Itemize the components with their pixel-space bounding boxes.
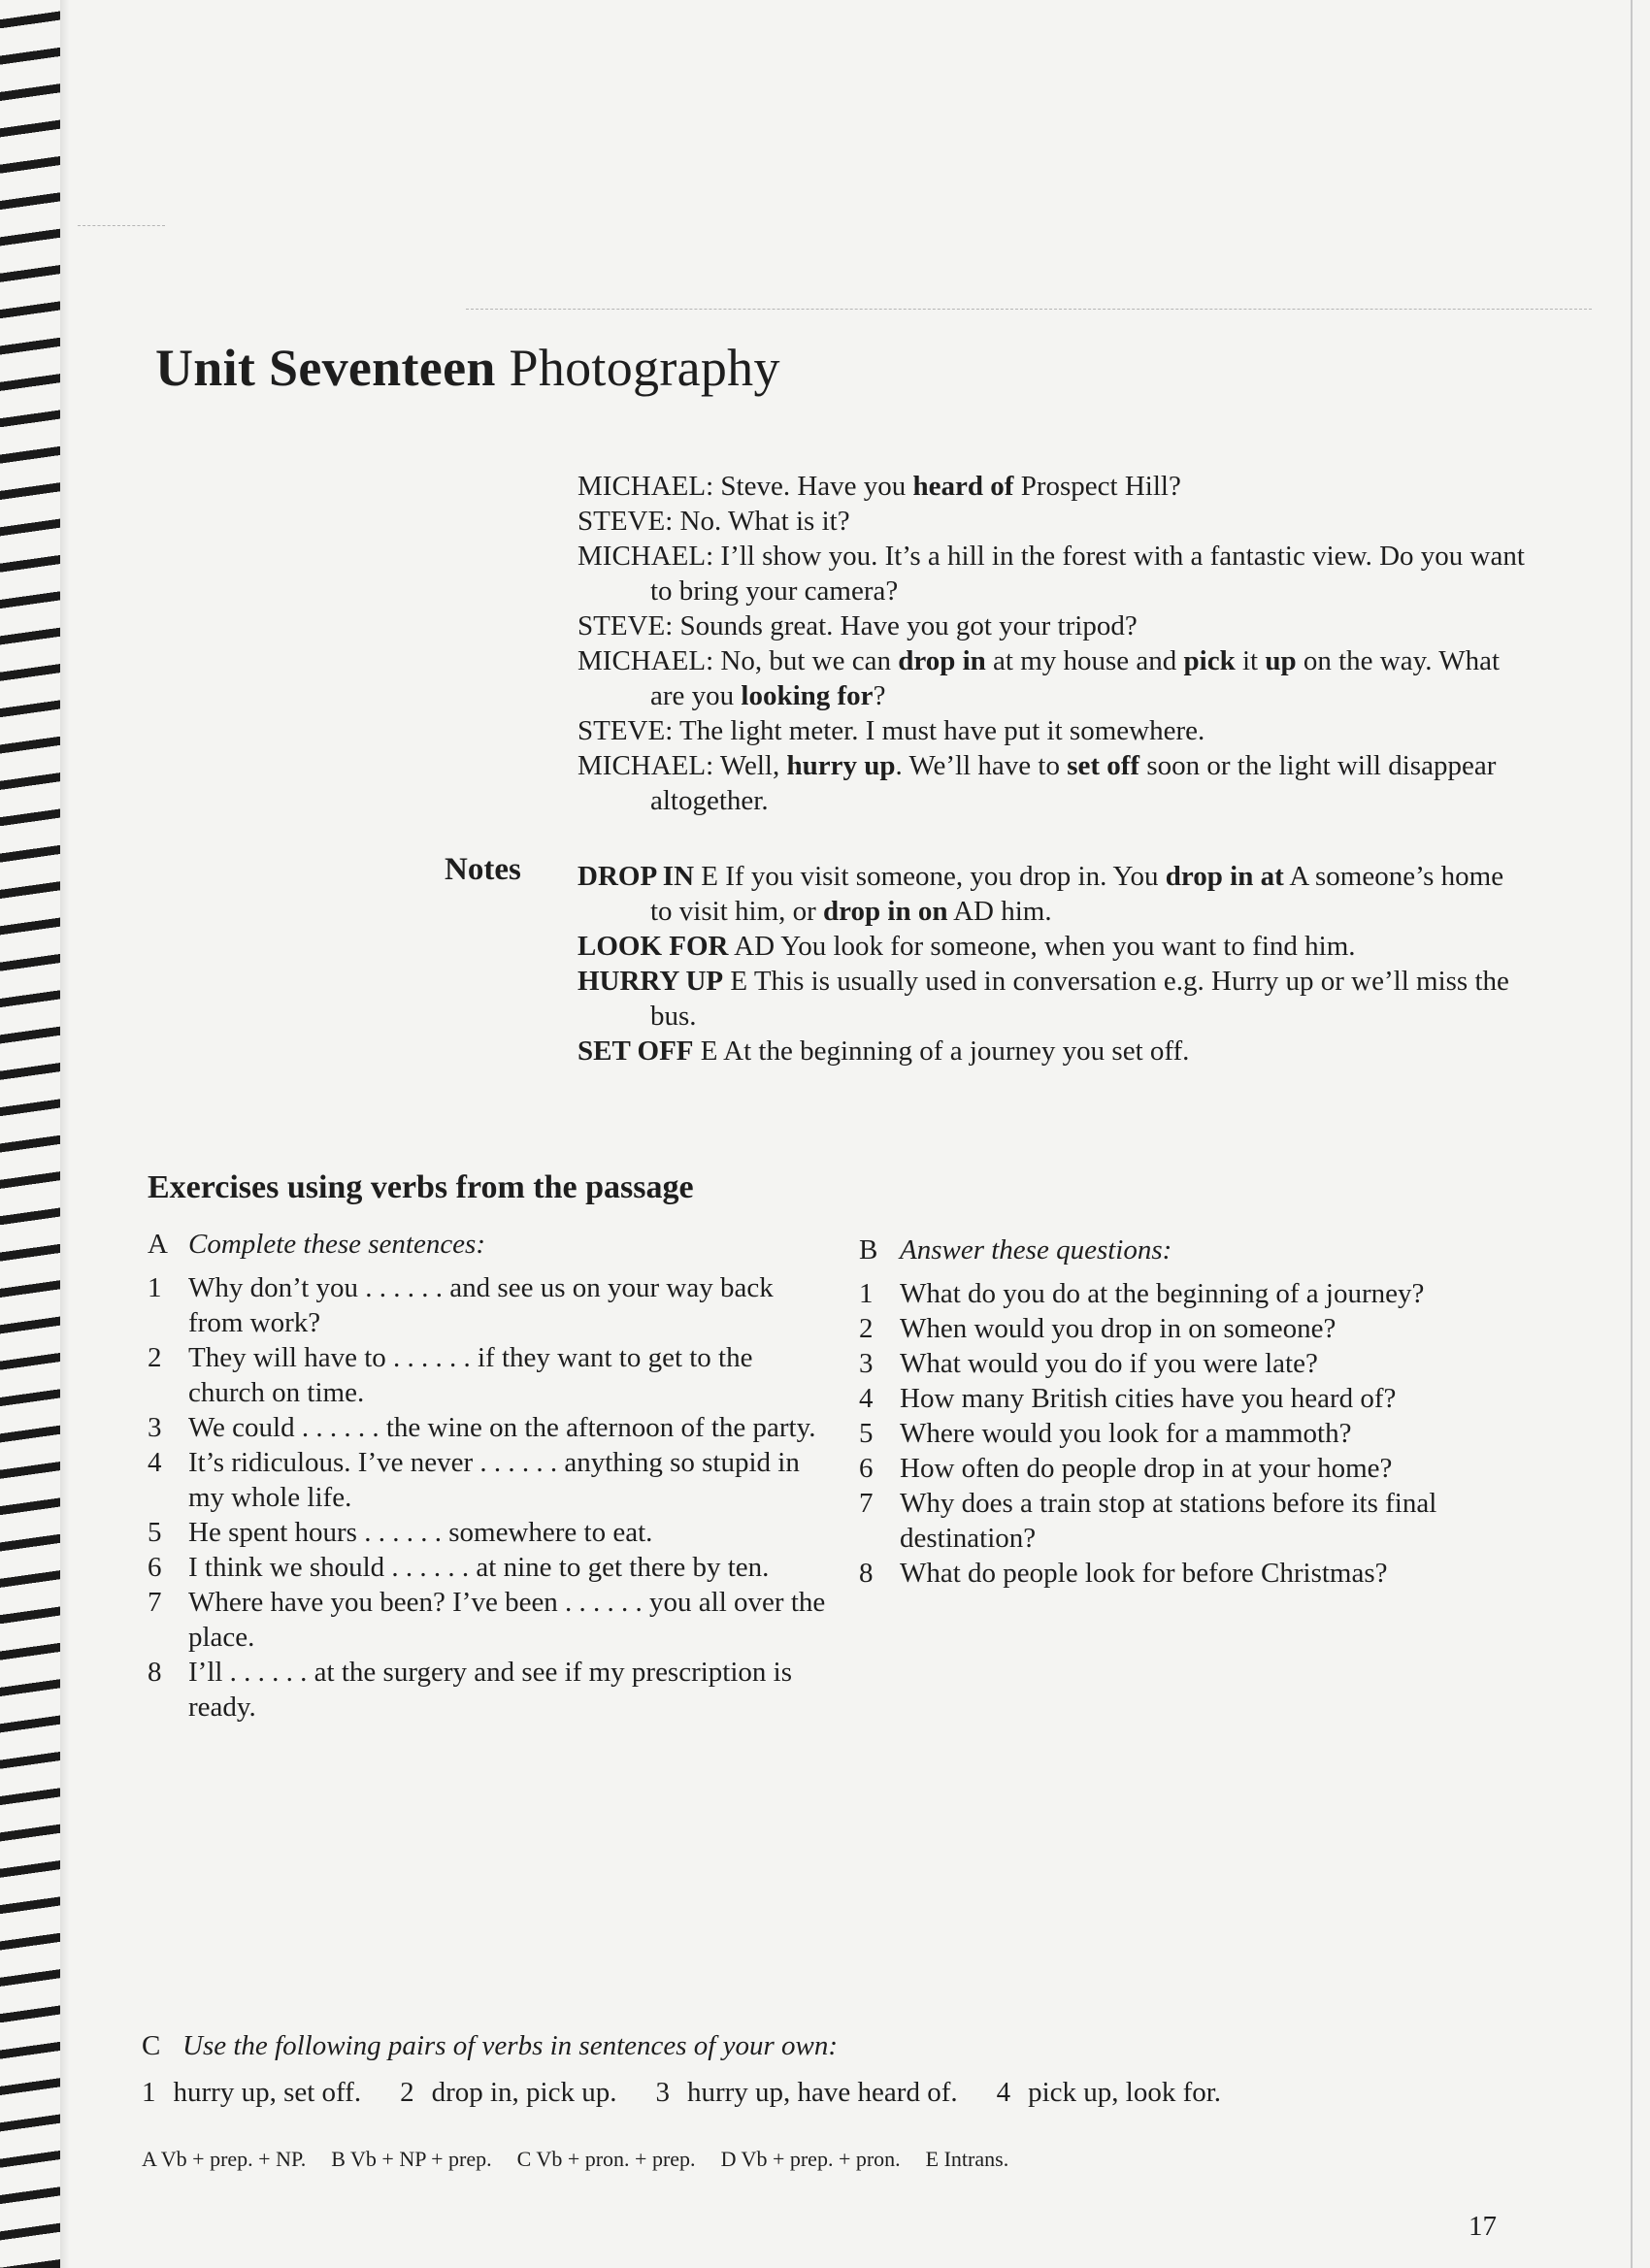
item-number: 3 <box>148 1412 162 1443</box>
text-run: AD You look for someone, when you want to find him. <box>728 931 1356 962</box>
question-item <box>859 1451 1538 1486</box>
exercise-b-items <box>859 1276 1538 1591</box>
text-run: on the way. What are you <box>650 645 1501 711</box>
sentence-item <box>148 1445 827 1515</box>
pair-text: pick up, look for. <box>1028 2077 1222 2108</box>
phrasal-verb: HURRY UP <box>578 966 724 997</box>
sentence-item <box>148 1515 827 1550</box>
dialogue-line <box>578 643 1529 713</box>
phrasal-verb: heard of <box>912 471 1014 502</box>
item-number: 2 <box>859 1313 874 1344</box>
item-text: What would you do if you were late? <box>900 1348 1318 1379</box>
note-entry <box>578 859 1529 929</box>
question-item <box>859 1276 1538 1311</box>
item-number: 1 <box>148 1272 162 1303</box>
verb-pair <box>400 2075 616 2110</box>
dialogue-line <box>578 713 1529 748</box>
item-number: 7 <box>148 1587 162 1618</box>
verb-pair <box>655 2075 957 2110</box>
exercise-a-items <box>148 1270 827 1725</box>
dialogue-line <box>578 608 1529 643</box>
item-text: Where have you been? I’ve been . . . . . . you all over the place. <box>188 1587 826 1653</box>
sentence-item <box>148 1550 827 1585</box>
item-text: Where would you look for a mammoth? <box>900 1418 1352 1449</box>
item-text: I’ll . . . . . . at the surgery and see if my prescription is ready. <box>188 1657 793 1723</box>
item-text: We could . . . . . . the wine on the afternoon of the party. <box>188 1412 816 1443</box>
phrasal-verb: LOOK FOR <box>578 931 729 962</box>
sentence-item <box>148 1655 827 1725</box>
exercises-heading: Exercises using verbs from the passage <box>148 1169 694 1205</box>
text-run: E If you visit someone, you drop in. You <box>694 861 1166 892</box>
pair-text: drop in, pick up. <box>431 2077 617 2108</box>
item-text: When would you drop in on someone? <box>900 1313 1336 1344</box>
text-run: ? <box>873 680 886 711</box>
exercise-c <box>142 2028 1559 2110</box>
legend-entry: A Vb + prep. + NP. <box>142 2147 307 2171</box>
item-number: 8 <box>859 1558 874 1589</box>
text-run: A someone’s home to visit him, or <box>650 861 1504 927</box>
item-number: 8 <box>148 1657 162 1688</box>
page-number: 17 <box>1468 2211 1497 2242</box>
phrasal-verb: pick <box>1183 645 1236 676</box>
text-run: Well, <box>719 750 787 781</box>
speaker-name: MICHAEL: <box>578 541 714 572</box>
text-run: Prospect Hill? <box>1013 471 1181 502</box>
dialogue-line <box>578 748 1529 818</box>
dialogue-line <box>578 539 1529 608</box>
notes-heading: Notes <box>445 852 521 887</box>
item-text: He spent hours . . . . . . somewhere to eat. <box>188 1517 653 1548</box>
speaker-name: MICHAEL: <box>578 750 714 781</box>
question-item <box>859 1486 1538 1556</box>
exercise-instruction: Use the following pairs of verbs in sentences of your own: <box>182 2030 838 2061</box>
text-run: I’ll show you. It’s a hill in the forest with a fantastic view. Do you want to bring your camera? <box>650 541 1525 607</box>
phrasal-verb: SET OFF <box>578 1035 694 1067</box>
speaker-name: STEVE: <box>578 506 674 537</box>
pair-number: 2 <box>400 2077 414 2108</box>
exercise-letter: B <box>859 1234 878 1265</box>
sentence-item <box>148 1270 827 1340</box>
item-text: What do you do at the beginning of a journey? <box>900 1278 1425 1309</box>
question-item <box>859 1556 1538 1591</box>
item-number: 2 <box>148 1342 162 1373</box>
scan-artifact-line <box>466 309 1592 310</box>
exercise-a <box>148 1227 827 1725</box>
title-unit: Unit Seventeen <box>155 339 496 397</box>
phrasal-verb: set off <box>1067 750 1140 781</box>
question-item <box>859 1381 1538 1416</box>
item-number: 4 <box>148 1447 162 1478</box>
pair-number: 4 <box>996 2077 1011 2108</box>
spiral-binding <box>0 0 60 2268</box>
page-edge <box>1631 0 1633 2268</box>
sentence-item <box>148 1410 827 1445</box>
speaker-name: MICHAEL: <box>578 471 714 502</box>
text-run: E At the beginning of a journey you set off. <box>693 1035 1190 1067</box>
pair-number: 3 <box>655 2077 670 2108</box>
text-run: No, but we can <box>720 645 899 676</box>
item-text: How often do people drop in at your home? <box>900 1453 1393 1484</box>
verb-pair <box>997 2075 1221 2110</box>
item-text: What do people look for before Christmas? <box>900 1558 1388 1589</box>
item-number: 7 <box>859 1488 874 1519</box>
text-run: at my house and <box>985 645 1184 676</box>
text-run: AD him. <box>947 896 1052 927</box>
question-item <box>859 1311 1538 1346</box>
verb-pair <box>142 2075 361 2110</box>
item-number: 4 <box>859 1383 874 1414</box>
exercise-instruction: Complete these sentences: <box>188 1229 486 1260</box>
legend-entry: B Vb + NP + prep. <box>331 2147 492 2171</box>
page-title <box>155 338 780 398</box>
sentence-item <box>148 1340 827 1410</box>
exercise-letter: C <box>142 2030 161 2061</box>
dialogue-line <box>578 469 1529 504</box>
note-entry <box>578 1034 1529 1068</box>
speaker-name: MICHAEL: <box>578 645 714 676</box>
item-number: 3 <box>859 1348 874 1379</box>
text-run: it <box>1235 645 1266 676</box>
pair-text: hurry up, have heard of. <box>686 2077 958 2108</box>
grammar-legend <box>142 2147 1008 2172</box>
text-run: No. What is it? <box>679 506 850 537</box>
text-run: E This is usually used in conversation e.g. Hurry up or we’ll miss the bus. <box>650 966 1509 1032</box>
exercise-letter: A <box>148 1229 168 1260</box>
exercise-instruction: Answer these questions: <box>900 1234 1172 1265</box>
item-number: 1 <box>859 1278 874 1309</box>
phrasal-verb: drop in <box>898 645 986 676</box>
question-item <box>859 1346 1538 1381</box>
dialogue-line <box>578 504 1529 539</box>
exercise-b <box>859 1233 1538 1591</box>
text-run: . We’ll have to <box>895 750 1068 781</box>
title-topic: Photography <box>509 339 780 397</box>
scan-artifact-line <box>78 225 165 226</box>
dialogue-passage <box>578 469 1529 818</box>
binding-shadow <box>60 0 70 2268</box>
phrasal-verb: looking for <box>741 680 874 711</box>
speaker-name: STEVE: <box>578 610 674 641</box>
legend-entry: D Vb + prep. + pron. <box>720 2147 901 2171</box>
item-text: I think we should . . . . . . at nine to get there by ten. <box>188 1552 770 1583</box>
text-run: The light meter. I must have put it somewhere. <box>679 715 1205 746</box>
exercise-c-header <box>142 2028 1559 2063</box>
phrasal-verb: hurry up <box>786 750 896 781</box>
verb-pairs <box>142 2075 1559 2110</box>
item-text: How many British cities have you heard of? <box>900 1383 1397 1414</box>
exercise-a-header <box>148 1227 827 1262</box>
legend-entry: C Vb + pron. + prep. <box>516 2147 696 2171</box>
note-entry <box>578 929 1529 964</box>
pair-number: 1 <box>142 2077 156 2108</box>
item-number: 6 <box>148 1552 162 1583</box>
item-number: 5 <box>859 1418 874 1449</box>
item-number: 6 <box>859 1453 874 1484</box>
text-run: Steve. Have you <box>720 471 913 502</box>
phrasal-verb: DROP IN <box>578 861 695 892</box>
notes-list <box>578 859 1529 1068</box>
legend-entry: E Intrans. <box>925 2147 1009 2171</box>
item-text: Why don’t you . . . . . . and see us on your way back from work? <box>188 1272 774 1338</box>
pair-text: hurry up, set off. <box>173 2077 362 2108</box>
sentence-item <box>148 1585 827 1655</box>
phrasal-verb: up <box>1265 645 1297 676</box>
phrasal-verb: drop in on <box>823 896 948 927</box>
question-item <box>859 1416 1538 1451</box>
item-text: They will have to . . . . . . if they want to get to the church on time. <box>188 1342 753 1408</box>
phrasal-verb: drop in at <box>1165 861 1284 892</box>
item-text: Why does a train stop at stations before its final destination? <box>900 1488 1437 1554</box>
item-text: It’s ridiculous. I’ve never . . . . . . anything so stupid in my whole life. <box>188 1447 800 1513</box>
speaker-name: STEVE: <box>578 715 674 746</box>
exercise-b-header <box>859 1233 1538 1267</box>
text-run: soon or the light will disappear altogether. <box>650 750 1497 816</box>
note-entry <box>578 964 1529 1034</box>
item-number: 5 <box>148 1517 162 1548</box>
text-run: Sounds great. Have you got your tripod? <box>679 610 1138 641</box>
